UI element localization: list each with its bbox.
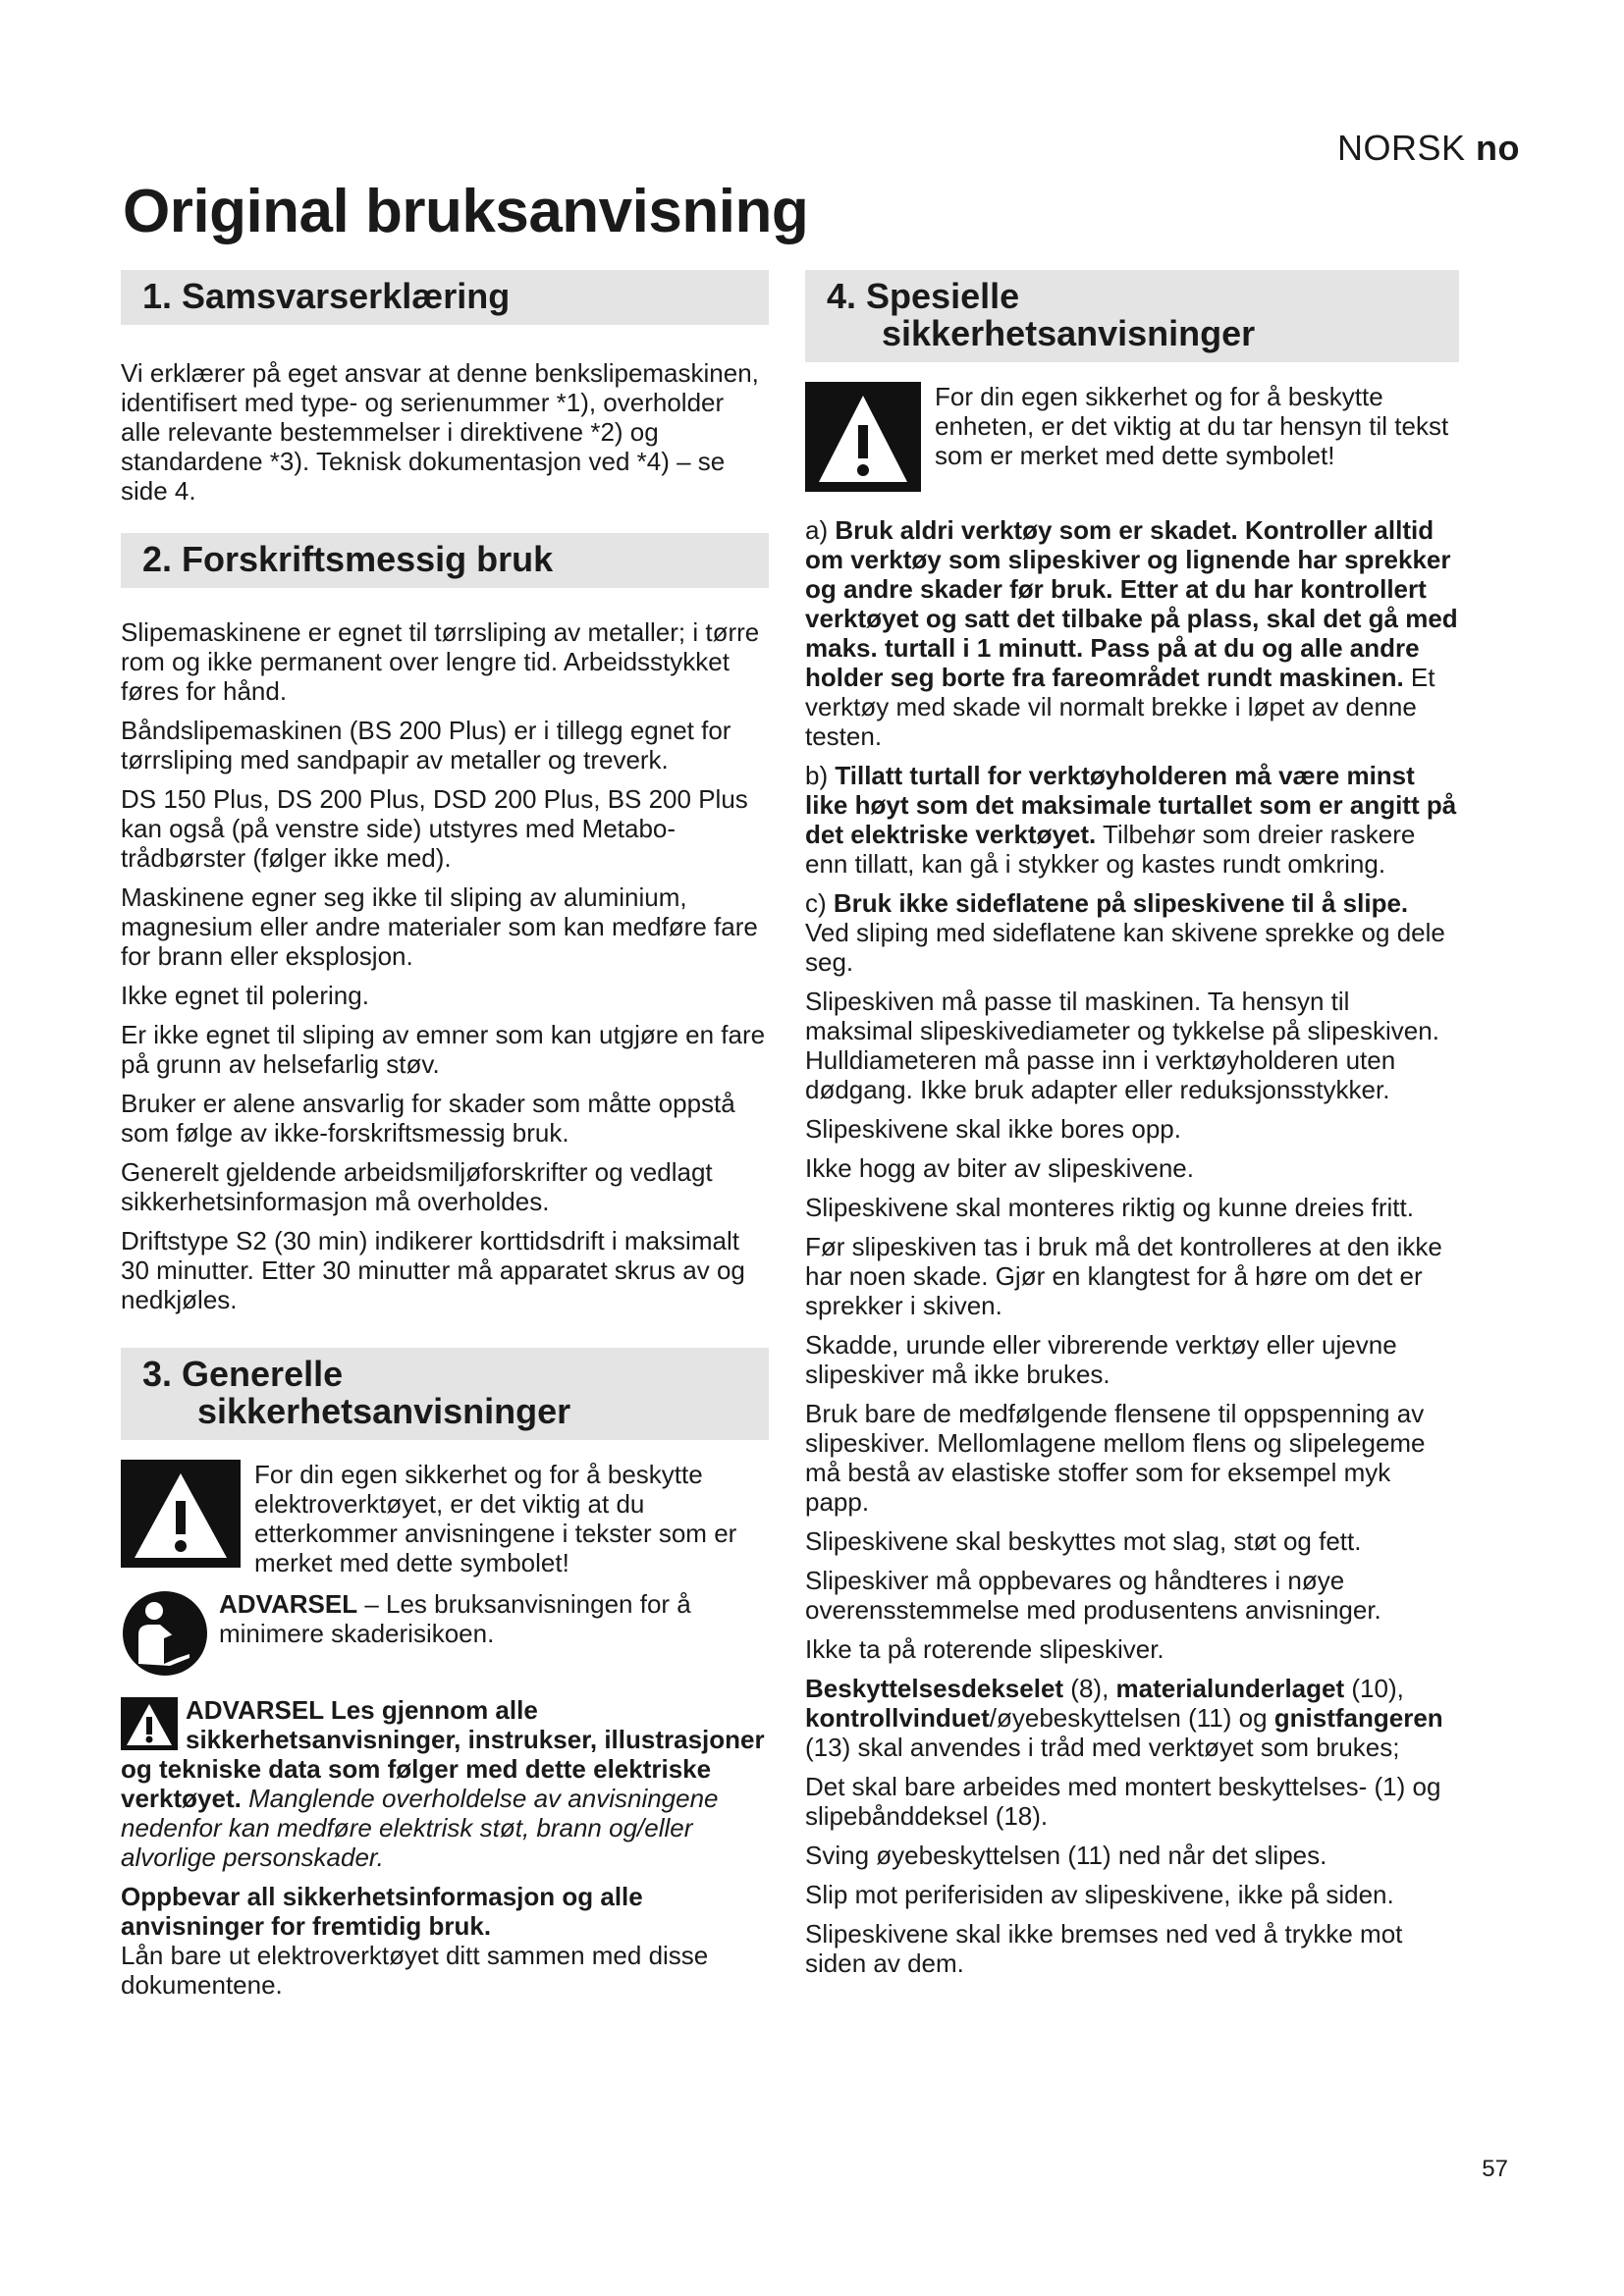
s4-paragraph: Før slipeskiven tas i bruk må det kontrolleres at den ikke har noen skade. Gjør en klangtest for å høre om det er sprekker i skiven. xyxy=(805,1232,1442,1320)
s4-paragraph: Sving øyebeskyttelsen (11) ned når det slipes. xyxy=(805,1841,1327,1870)
page-number: 57 xyxy=(1482,2156,1508,2182)
item-a: a) Bruk aldri verktøy som er skadet. Kontroller alltid om verktøy som slipeskiver og lignende har sprekker og andre skader før bruk. Etter at du har kontrollert verktøyet og satt det tilbake på plass, skal det gå med maks. turtall i 1 minutt. Pass på at du og alle andre holder seg borte fra fareområdet rundt maskinen. Et verktøy med skade vil normalt brekke i løpet av denne testen. xyxy=(805,515,1458,751)
read-manual-warning xyxy=(121,1589,769,1678)
section-2-body xyxy=(121,617,769,1314)
general-warning-block xyxy=(121,1695,769,1872)
section-4-heading: 4. Spesielle sikkerhetsanvisninger xyxy=(805,270,1459,362)
section-4-warning xyxy=(805,382,1459,492)
section-3-warning xyxy=(121,1460,769,1577)
s2-paragraph: Generelt gjeldende arbeidsmiljøforskrifter og vedlagt sikkerhetsinformasjon må overholdes. xyxy=(121,1157,713,1216)
s4-paragraph: Ikke ta på roterende slipeskiver. xyxy=(805,1634,1164,1664)
document-title: Original bruksanvisning xyxy=(123,178,809,245)
language-code: no xyxy=(1476,128,1520,168)
s2-paragraph: Slipemaskinene er egnet til tørrsliping av metaller; i tørre rom og ikke permanent over lengre tid. Arbeidsstykket føres for hånd. xyxy=(121,617,760,706)
s4-paragraph: Det skal bare arbeides med montert beskyttelses- (1) og slipebånddeksel (18). xyxy=(805,1772,1441,1831)
s2-paragraph: Bruker er alene ansvarlig for skader som måtte oppstå som følge av ikke-forskriftsmessig bruk. xyxy=(121,1089,735,1148)
section-3-heading: 3. Generelle sikkerhetsanvisninger xyxy=(121,1348,769,1440)
s2-paragraph: Er ikke egnet til sliping av emner som kan utgjøre en fare på grunn av helsefarlig støv. xyxy=(121,1020,766,1079)
left-column xyxy=(121,270,769,2009)
item-b: b) Tillatt turtall for verktøyholderen må være minst like høyt som det maksimale turtallet som er angitt på det elektriske verktøyet. Tilbehør som dreier raskere enn tillatt, kan gå i stykker og kastes rundt omkring. xyxy=(805,761,1457,879)
s4-paragraph: Slipeskivene skal ikke bores opp. xyxy=(805,1114,1181,1144)
section-1-text: Vi erklærer på eget ansvar at denne benkslipemaskinen, identifisert med type- og serienummer *1), overholder alle relevante bestemmelser i direktivene *2) og standardene *3). Teknisk dokumentasjon ved *4) – se side 4. xyxy=(121,358,759,506)
s4-paragraph: Bruk bare de medfølgende flensene til oppspenning av slipeskiver. Mellomlagene mellom flens og slipelegeme må bestå av elastiske stoffer som for eksempel myk papp. xyxy=(805,1399,1426,1517)
section-1-heading: 1. Samsvarserklæring xyxy=(121,270,769,325)
s4-paragraph: Ikke hogg av biter av slipeskivene. xyxy=(805,1153,1194,1183)
s4-paragraph: Slipeskiven må passe til maskinen. Ta hensyn til maksimal slipeskivediameter og tykkelse på slipeskiven. Hulldiameteren må passe inn i verktøyholderen uten dødgang. Ikke bruk adapter eller reduksjonsstykker. xyxy=(805,987,1439,1104)
warning-triangle-icon xyxy=(121,1697,178,1750)
s4-paragraph: Slipeskivene skal ikke bremses ned ved å trykke mot siden av dem. xyxy=(805,1919,1403,1978)
item-c: c) Bruk ikke sideflatene på slipeskivene til å slipe. Ved sliping med sideflatene kan skivene sprekke og dele seg. xyxy=(805,888,1445,977)
s4-paragraph: Slipeskivene skal beskyttes mot slag, støt og fett. xyxy=(805,1526,1362,1556)
s4-paragraph: Slip mot periferisiden av slipeskivene, ikke på siden. xyxy=(805,1880,1394,1909)
language-label: NORSK no xyxy=(1336,128,1520,168)
protection-devices-text: Beskyttelsesdekselet (8), materialunderlaget (10), kontrollvinduet/øyebeskyttelsen (11) og gnistfangeren (13) skal anvendes i tråd med verktøyet som brukes; xyxy=(805,1674,1443,1762)
section-4-warning-text: For din egen sikkerhet og for å beskytte enheten, er det viktig at du tar hensyn til tekst som er merket med dette symbolet! xyxy=(935,382,1449,470)
section-3-warning-text: For din egen sikkerhet og for å beskytte elektroverktøyet, er det viktig at du etterkommer anvisningene i tekster som er merket med dette symbolet! xyxy=(254,1460,737,1577)
s2-paragraph: Ikke egnet til polering. xyxy=(121,981,369,1010)
right-column xyxy=(805,270,1459,1988)
read-manual-text: ADVARSEL – Les bruksanvisningen for å minimere skaderisikoen. xyxy=(219,1589,691,1648)
s2-paragraph: Driftstype S2 (30 min) indikerer korttidsdrift i maksimalt 30 minutter. Etter 30 minutter må apparatet skrus av og nedkjøles. xyxy=(121,1226,745,1314)
warning-triangle-icon xyxy=(121,1460,241,1568)
lend-tool-text: Lån bare ut elektroverktøyet ditt sammen med disse dokumentene. xyxy=(121,1941,709,2000)
read-manual-icon xyxy=(121,1589,209,1678)
s2-paragraph: DS 150 Plus, DS 200 Plus, DSD 200 Plus, BS 200 Plus kan også (på venstre side) utstyres med Metabo-trådbørster (følger ikke med). xyxy=(121,784,748,873)
s4-paragraph: Slipeskivene skal monteres riktig og kunne dreies fritt. xyxy=(805,1193,1414,1222)
general-warning-text: ADVARSEL Les gjennom alle sikkerhetsanvisninger, instrukser, illustrasjoner og tekniske data som følger med dette elektriske verktøyet. Manglende overholdelse av anvisningene nedenfor kan medføre elektrisk støt, brann og/eller alvorlige personskader. xyxy=(121,1695,765,1872)
keep-instructions-text: Oppbevar all sikkerhetsinformasjon og alle anvisninger for fremtidig bruk. xyxy=(121,1882,643,1941)
section-2-heading: 2. Forskriftsmessig bruk xyxy=(121,533,769,588)
s2-paragraph: Maskinene egner seg ikke til sliping av aluminium, magnesium eller andre materialer som kan medføre fare for brann eller eksplosjon. xyxy=(121,882,758,971)
s2-paragraph: Båndslipemaskinen (BS 200 Plus) er i tillegg egnet for tørrsliping med sandpapir av metaller og treverk. xyxy=(121,716,731,774)
warning-triangle-icon xyxy=(805,382,921,492)
s4-paragraph: Slipeskiver må oppbevares og håndteres i nøye overensstemmelse med produsentens anvisninger. xyxy=(805,1566,1381,1625)
s4-paragraph: Skadde, urunde eller vibrerende verktøy eller ujevne slipeskiver må ikke brukes. xyxy=(805,1330,1397,1389)
